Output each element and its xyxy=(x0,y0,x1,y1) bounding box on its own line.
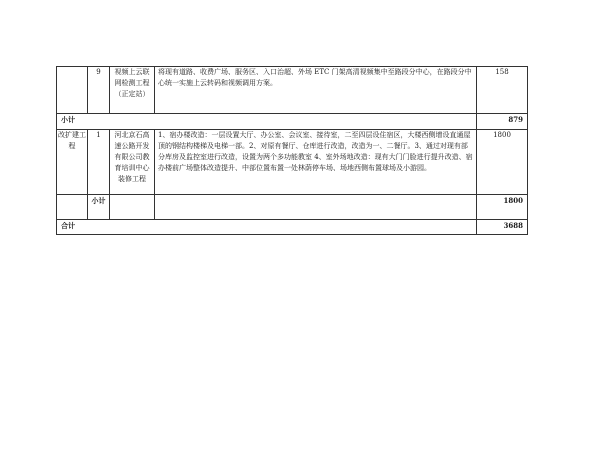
number-cell: 9 xyxy=(88,67,110,114)
subtotal-amount: 1800 xyxy=(477,195,528,220)
table-row xyxy=(57,67,528,114)
total-amount: 3688 xyxy=(477,220,528,235)
category-cell xyxy=(57,67,88,114)
content-cell: 1、宿办楼改造：一层设置大厅、办公室、会议室、接待室，二至四层设住宿区，大楼西侧增设直通屋顶的钢结构楼梯及电梯一部。2、对原有餐厅、仓库进行改造，改造为一、二餐厅。3、通过对现有部分库房及监控室进行改造，设置为两个多功能教室 4、室外场地改造：现有大门门脸进行提升改造、宿办楼前广场整体改造提升、中部位置布置一处林荫停车场、场地西侧布置球场及小游园。 xyxy=(155,130,477,195)
category-cell: 改扩建工程 xyxy=(57,130,88,195)
amount-cell: 1800 xyxy=(477,130,528,195)
amount-cell: 158 xyxy=(477,67,528,114)
subtotal-row xyxy=(57,114,528,130)
total-label: 合计 xyxy=(57,220,477,235)
subtotal-label: 小计 xyxy=(88,195,110,220)
project-name-cell: 视频上云联网检测工程（正定站） xyxy=(110,67,155,114)
empty-cell xyxy=(155,195,477,220)
subtotal-amount: 879 xyxy=(477,114,528,130)
project-table xyxy=(56,66,528,235)
content-cell: 将现有道路、收费广场、服务区、入口治超、外场 ETC 门架高清视频集中至路段分中心，在路段分中心统一实施上云转码和视频调用方案。 xyxy=(155,67,477,114)
empty-cell xyxy=(57,195,88,220)
total-row xyxy=(57,220,528,235)
empty-cell xyxy=(110,195,155,220)
project-name-cell: 河北京石高速公路开发有限公司教育培训中心装修工程 xyxy=(110,130,155,195)
subtotal-label: 小计 xyxy=(57,114,477,130)
subtotal-row xyxy=(57,195,528,220)
table-row xyxy=(57,130,528,195)
number-cell: 1 xyxy=(88,130,110,195)
